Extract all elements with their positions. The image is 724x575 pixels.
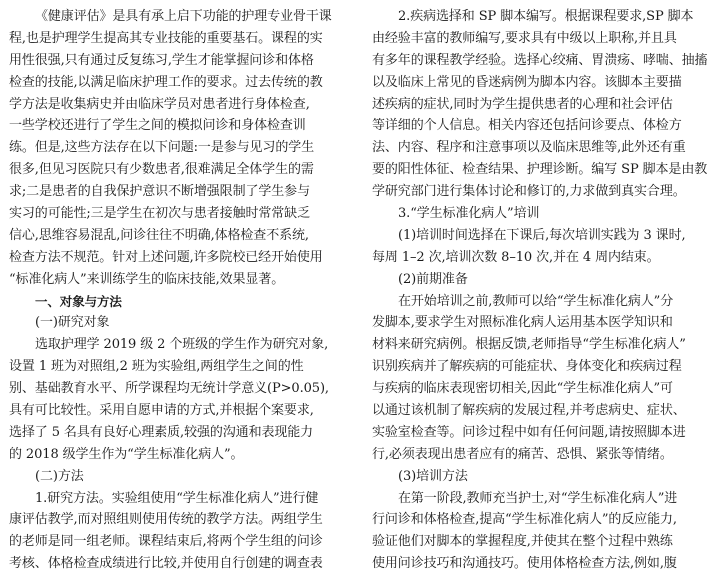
text-line: (2)前期准备 [398, 271, 468, 287]
section-heading: 一、对象与方法 [35, 293, 122, 309]
text-line: 很多,但见习医院只有少数患者,很难满足全体学生的需 [9, 162, 314, 178]
text-line: 程,也是护理学生提高其专业技能的重要基石。课程的实 [9, 30, 323, 46]
text-line: 一些学校还进行了学生之间的模拟问诊和身体检查训 [9, 118, 306, 134]
text-line: 要的阳性体征、检查结果、护理诊断。编写 SP 脚本是由教 [372, 162, 708, 178]
text-line: 的 2018 级学生作为“学生标准化病人”。 [9, 446, 244, 462]
text-line: 材料来研究病例。根据反馈,老师指导“学生标准化病人” [372, 337, 686, 353]
text-line: “标准化病人”来训练学生的临床技能,效果显著。 [9, 271, 285, 287]
text-line: (一)研究对象 [35, 315, 110, 331]
text-line: 学研究部门进行集体讨论和修订的,力求做到真实合理。 [372, 184, 686, 200]
text-line: 在第一阶段,教师充当护士,对“学生标准化病人”进 [398, 490, 678, 506]
text-line: 每周 1–2 次,培训次数 8–10 次,并在 4 周内结束。 [372, 249, 660, 265]
text-line: 识别疾病并了解疾病的可能症状、身体变化和疾病过程 [372, 359, 682, 375]
text-line: 实验室检查等。问诊过程中如有任何问题,请按照脚本进 [372, 424, 686, 440]
text-line: 述疾病的症状,同时为学生提供患者的心理和社会评估 [372, 96, 673, 112]
text-line: 在开始培训之前,教师可以给“学生标准化病人”分 [398, 293, 674, 309]
text-line: 以及临床上常见的昏迷病例为脚本内容。该脚本主要描 [372, 74, 682, 90]
text-line: 的老师是同一组老师。课程结束后,将两个学生组的问诊 [9, 534, 323, 550]
text-line: 实习的可能性;三是学生在初次与患者接触时常常缺乏 [9, 206, 310, 222]
left-text-column [9, 6, 346, 575]
text-line: 康评估教学,而对照组则使用传统的教学方法。两组学生 [9, 512, 323, 528]
text-line: 以通过该机制了解疾病的发展过程,并考虑病史、症状、 [372, 403, 686, 419]
text-line: 使用问诊技巧和沟通技巧。使用体格检查方法,例如,腹 [372, 556, 677, 572]
text-line: 验证他们对脚本的掌握程度,并使其在整个过程中熟练 [372, 534, 673, 550]
text-line: 检查方法不规范。针对上述问题,许多院校已经开始使用 [9, 249, 323, 265]
text-line: 别、基础教育水平、所学课程均无统计学意义(P>0.05), [9, 381, 329, 397]
text-line: 2.疾病选择和 SP 脚本编写。根据课程要求,SP 脚本 [398, 9, 694, 24]
text-line: 信心,思维容易混乱,问诊往往不明确,体格检查不系统, [9, 227, 309, 243]
text-line: 等详细的个人信息。相关内容还包括问诊要点、体检方 [372, 118, 682, 134]
text-line: 行问诊和体格检查,提高“学生标准化病人”的反应能力, [372, 512, 677, 528]
text-line: 练。但是,这些方法存在以下问题:一是参与见习的学生 [9, 140, 315, 156]
text-line: 有多年的课程教学经验。选择心绞痛、胃溃疡、哮喘、抽搐 [372, 52, 708, 68]
text-line: 选取护理学 2019 级 2 个班级的学生作为研究对象, [35, 337, 329, 353]
text-line: (1)培训时间选择在下课后,每次培训实践为 3 课时, [398, 227, 686, 243]
text-line: (3)培训方法 [398, 468, 468, 484]
text-line: 用性很强,只有通过反复练习,学生才能掌握问诊和体格 [9, 52, 314, 68]
text-line: 《健康评估》是具有承上启下功能的护理专业骨干课 [35, 9, 332, 24]
text-line: 法、内容、程序和注意事项以及临床思维等,此外还有重 [372, 140, 686, 156]
text-line: 考核、体格检查成绩进行比较,并使用自行创建的调查表 [9, 556, 323, 572]
text-line: 求;二是患者的自我保护意识不断增强限制了学生参与 [9, 184, 310, 200]
text-line: (二)方法 [35, 468, 84, 484]
text-line: 与疾病的临床表现密切相关,因此“学生标准化病人”可 [372, 381, 673, 397]
text-line: 3.“学生标准化病人”培训 [398, 206, 540, 222]
text-line: 设置 1 班为对照组,2 班为实验组,两组学生之间的性 [9, 359, 304, 375]
right-text-column [372, 6, 712, 575]
text-line: 行,必须表现出患者应有的痛苦、恐惧、紧张等情绪。 [372, 446, 673, 462]
text-line: 发脚本,要求学生对照标准化病人运用基本医学知识和 [372, 315, 673, 331]
text-line: 检查的技能,以满足临床护理工作的要求。过去传统的教 [9, 74, 323, 90]
text-line: 学方法是收集病史并由临床学员对患者进行身体检查, [9, 96, 310, 112]
text-line: 选择了 5 名具有良好心理素质,较强的沟通和表现能力 [9, 424, 314, 440]
text-line: 由经验丰富的教师编写,要求具有中级以上职称,并且具 [372, 30, 677, 46]
text-line: 1.研究方法。实验组使用“学生标准化病人”进行健 [35, 490, 319, 506]
text-line: 具有可比较性。采用自愿申请的方式,并根据个案要求, [9, 403, 314, 419]
